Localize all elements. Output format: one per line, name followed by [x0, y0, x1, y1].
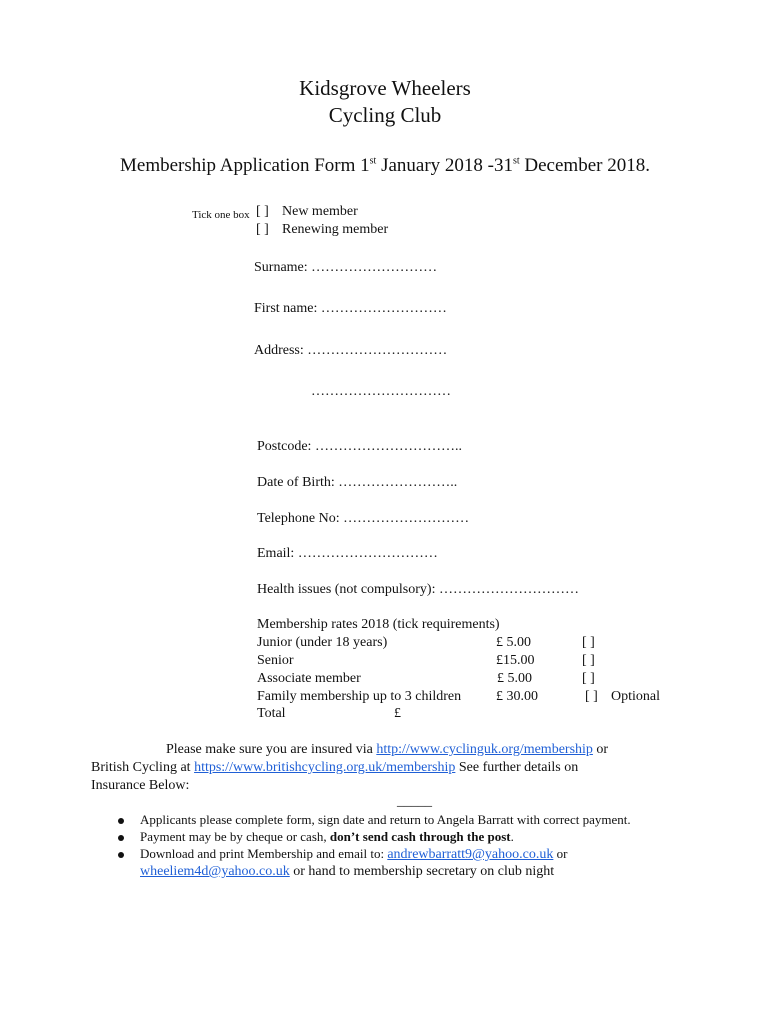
form-subtitle	[0, 155, 770, 177]
cyclinguk-link[interactable]: http://www.cyclinguk.org/membership	[376, 742, 593, 757]
bullet-item-2	[140, 829, 514, 845]
subtitle-sup-2: st	[512, 155, 520, 167]
andrew-email-link[interactable]: andrewbarratt9@yahoo.co.uk	[387, 847, 554, 862]
bullet-item-3-text: Download and print Membership and email to:	[140, 846, 388, 861]
bullet-item-3	[140, 846, 567, 863]
tick-one-box-label: Tick one box	[192, 209, 250, 221]
rate-senior-label: Senior	[257, 653, 294, 668]
surname-field[interactable]: Surname: ………………………	[254, 260, 438, 275]
insurance-line1	[166, 742, 608, 758]
club-title-line2: Cycling Club	[328, 103, 442, 127]
rate-junior-label: Junior (under 18 years)	[257, 635, 388, 650]
dob-field[interactable]: Date of Birth: ……………………..	[257, 475, 458, 490]
rate-family-checkbox[interactable]: [ ]	[585, 689, 598, 704]
rate-associate-price: £ 5.00	[497, 671, 532, 686]
rates-heading: Membership rates 2018 (tick requirements)	[257, 617, 500, 632]
bullet-item-3-cont	[140, 864, 554, 880]
insurance-line3: Insurance Below:	[91, 778, 190, 793]
separator-line: _____	[397, 794, 432, 809]
health-issues-field[interactable]: Health issues (not compulsory): …………………………	[257, 582, 579, 597]
rate-family-price: £ 30.00	[496, 689, 538, 704]
address-line2-field[interactable]: …………………………	[311, 384, 451, 399]
bullet-item-1: Applicants please complete form, sign date and return to Angela Barratt with correct payment.	[140, 812, 631, 827]
rate-family-optional-note: Optional	[611, 689, 660, 704]
club-title-line1: Kidsgrove Wheelers	[299, 76, 471, 100]
insurance-line2-end: See further details on	[455, 760, 579, 775]
wheeliem-email-link[interactable]: wheeliem4d@yahoo.co.uk	[140, 864, 290, 879]
bullet-icon	[118, 852, 124, 858]
bullet-icon	[118, 818, 124, 824]
insurance-line1-text: Please make sure you are insured via	[166, 742, 377, 757]
total-label: Total	[257, 706, 286, 721]
insurance-line2	[91, 760, 578, 776]
rate-family-label: Family membership up to 3 children	[257, 689, 462, 704]
bullet-item-3-mid: or	[553, 846, 568, 861]
rate-associate-checkbox[interactable]: [ ]	[582, 671, 595, 686]
bullet-item-2-text: Payment may be by cheque or cash,	[140, 829, 330, 844]
subtitle-sup-1: st	[369, 155, 377, 167]
new-member-label: New member	[282, 204, 358, 219]
telephone-field[interactable]: Telephone No: ………………………	[257, 511, 470, 526]
insurance-line1-end: or	[592, 742, 609, 757]
bullet-item-3-end: or hand to membership secretary on club night	[289, 864, 555, 879]
renewing-member-checkbox[interactable]: [ ]	[256, 222, 269, 237]
bullet-item-2-bold: don’t send cash through the post	[329, 829, 511, 844]
new-member-checkbox[interactable]: [ ]	[256, 204, 269, 219]
subtitle-part-a: Membership Application Form 1	[120, 155, 370, 176]
rate-associate-label: Associate member	[257, 671, 361, 686]
subtitle-part-c: December 2018.	[519, 155, 650, 176]
email-field[interactable]: Email: …………………………	[257, 546, 438, 561]
renewing-member-label: Renewing member	[282, 222, 389, 237]
bullet-icon	[118, 835, 124, 841]
rate-senior-checkbox[interactable]: [ ]	[582, 653, 595, 668]
subtitle-part-b: January 2018 -31	[376, 155, 513, 176]
first-name-field[interactable]: First name: ………………………	[254, 301, 447, 316]
postcode-field[interactable]: Postcode: …………………………..	[257, 439, 462, 454]
bullet-item-2-end: .	[510, 829, 514, 844]
rate-junior-price: £ 5.00	[496, 635, 531, 650]
rate-senior-price: £15.00	[496, 653, 535, 668]
total-currency: £	[394, 706, 401, 721]
address-field[interactable]: Address: …………………………	[254, 343, 448, 358]
britishcycling-link[interactable]: https://www.britishcycling.org.uk/membership	[194, 760, 456, 775]
rate-junior-checkbox[interactable]: [ ]	[582, 635, 595, 650]
insurance-line2-text: British Cycling at	[91, 760, 195, 775]
